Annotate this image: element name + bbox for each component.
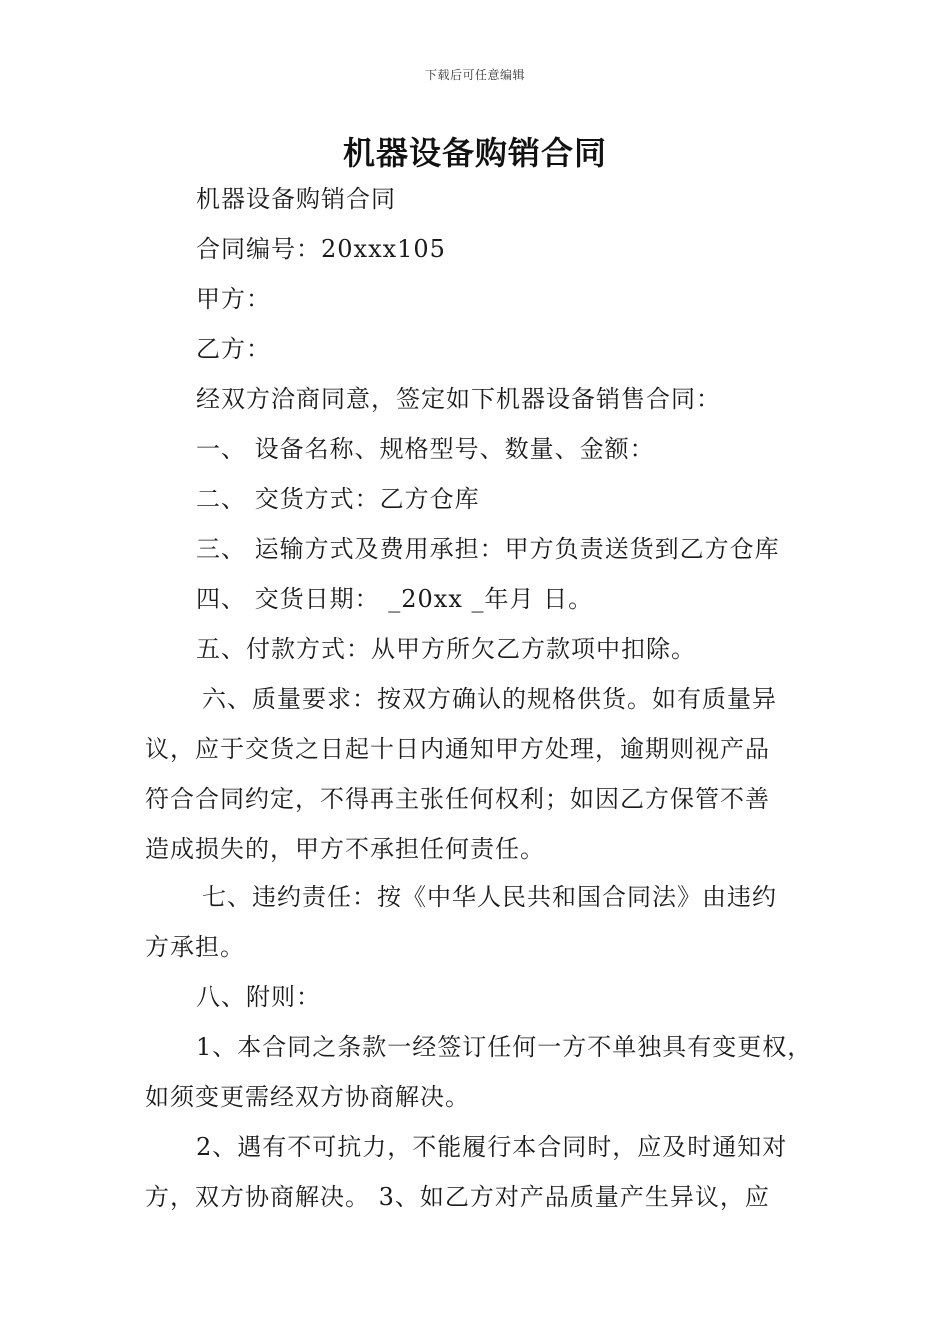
clause-line: 六、质量要求：按双方确认的规格供货。如有质量异 <box>202 685 777 713</box>
body-line: 方，双方协商解决。 3、如乙方对产品质量产生异议，应 <box>145 1183 770 1211</box>
body-line: 议，应于交货之日起十日内通知甲方处理，逾期则视产品 <box>145 735 770 763</box>
body-line: 方承担。 <box>145 933 245 961</box>
party-a-line: 甲方： <box>196 285 271 313</box>
clause-line: 五、付款方式：从甲方所欠乙方款项中扣除。 <box>196 635 696 663</box>
body-line: 1、本合同之条款一经签订任何一方不单独具有变更权， <box>196 1033 813 1061</box>
header-note: 下载后可任意编辑 <box>424 68 525 82</box>
clause-line: 三、 运输方式及费用承担：甲方负责送货到乙方仓库 <box>196 535 780 563</box>
contract-number-line: 合同编号：20xxx105 <box>196 235 446 263</box>
clause-line: 四、 交货日期： _20xx _年月 日。 <box>196 585 594 613</box>
body-line: 经双方洽商同意，签定如下机器设备销售合同： <box>196 385 721 413</box>
body-line: 符合合同约定，不得再主张任何权利；如因乙方保管不善 <box>145 785 770 813</box>
body-line: 2、遇有不可抗力，不能履行本合同时，应及时通知对 <box>196 1133 788 1161</box>
clause-line: 二、 交货方式：乙方仓库 <box>196 485 480 513</box>
document-title: 机器设备购销合同 <box>342 134 607 172</box>
party-b-line: 乙方： <box>196 335 271 363</box>
clause-line: 七、违约责任：按《中华人民共和国合同法》由违约 <box>202 883 777 911</box>
clause-line: 八、附则： <box>196 983 321 1011</box>
body-line: 造成损失的，甲方不承担任何责任。 <box>145 835 545 863</box>
body-line: 机器设备购销合同 <box>196 185 396 213</box>
clause-line: 一、 设备名称、规格型号、数量、金额： <box>196 435 655 463</box>
body-line: 如须变更需经双方协商解决。 <box>145 1083 470 1111</box>
